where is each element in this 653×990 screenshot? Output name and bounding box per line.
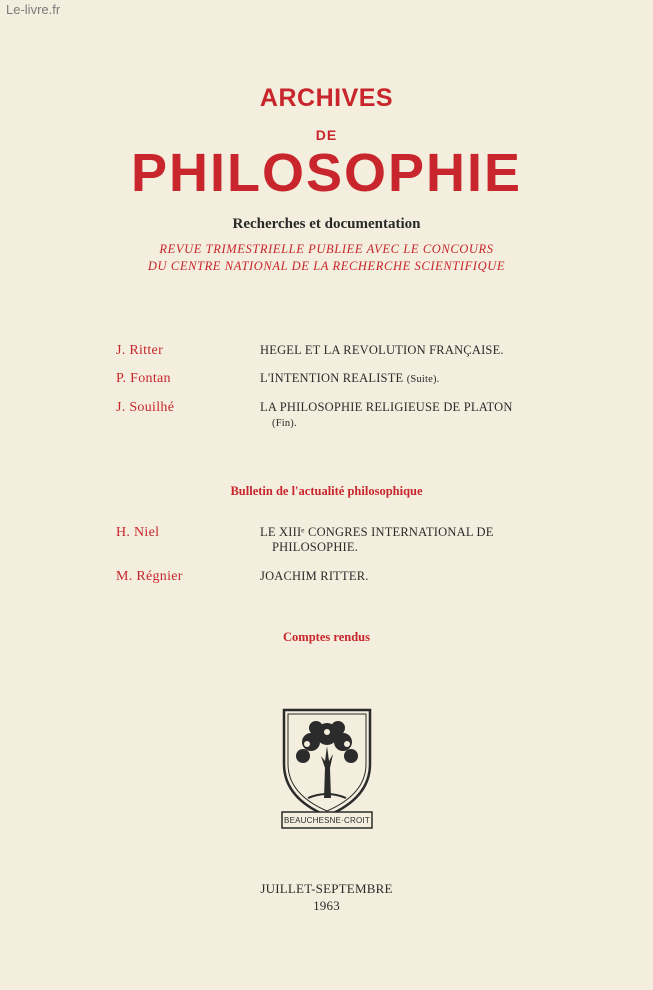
toc-author: J. Ritter — [116, 343, 164, 358]
revue-line-1: REVUE TRIMESTRIELLE PUBLIEE AVEC LE CONCOURS — [159, 242, 494, 256]
bulletin-author: H. Niel — [116, 525, 160, 540]
revue-description — [0, 241, 653, 275]
toc-author: P. Fontan — [116, 371, 171, 386]
toc-note: (Suite). — [406, 374, 440, 385]
publisher-crest-icon — [278, 706, 376, 830]
toc-title-wrap — [260, 400, 545, 431]
toc-title: LA PHILOSOPHIE RELIGIEUSE DE PLATON — [260, 400, 513, 414]
toc-title-wrap — [260, 371, 545, 387]
publisher-seal-label: BEAUCHESNE·CROIT — [284, 816, 370, 825]
revue-line-2: DU CENTRE NATIONAL DE LA RECHERCHE SCIENTIFIQUE — [147, 259, 506, 273]
bulletin-title: JOACHIM RITTER. — [260, 569, 369, 583]
issue-date — [0, 880, 653, 914]
toc-title: L'INTENTION REALISTE — [260, 371, 404, 385]
toc-author: J. Souilhé — [116, 400, 175, 415]
watermark: Le-livre.fr — [6, 2, 61, 17]
bulletin-author: M. Régnier — [116, 569, 183, 584]
journal-title-philosophie: PHILOSOPHIE — [130, 143, 523, 203]
toc-note: (Fin). — [272, 418, 297, 429]
bulletin-title-line1: LE XIIIᵉ CONGRES INTERNATIONAL DE — [260, 525, 494, 539]
comptes-rendus-heading: Comptes rendus — [283, 630, 370, 644]
issue-period: JUILLET-SEPTEMBRE — [260, 881, 393, 896]
bulletin-title-line2: PHILOSOPHIE. — [272, 540, 359, 554]
bulletin-heading: Bulletin de l'actualité philosophique — [230, 484, 423, 498]
journal-subtitle: Recherches et documentation — [232, 216, 421, 232]
journal-title-archives: ARCHIVES — [259, 84, 394, 112]
bulletin-title-wrap — [260, 525, 545, 555]
journal-title-de: DE — [315, 127, 338, 143]
issue-year: 1963 — [313, 898, 340, 913]
toc-title: HEGEL ET LA REVOLUTION FRANÇAISE. — [260, 343, 504, 357]
